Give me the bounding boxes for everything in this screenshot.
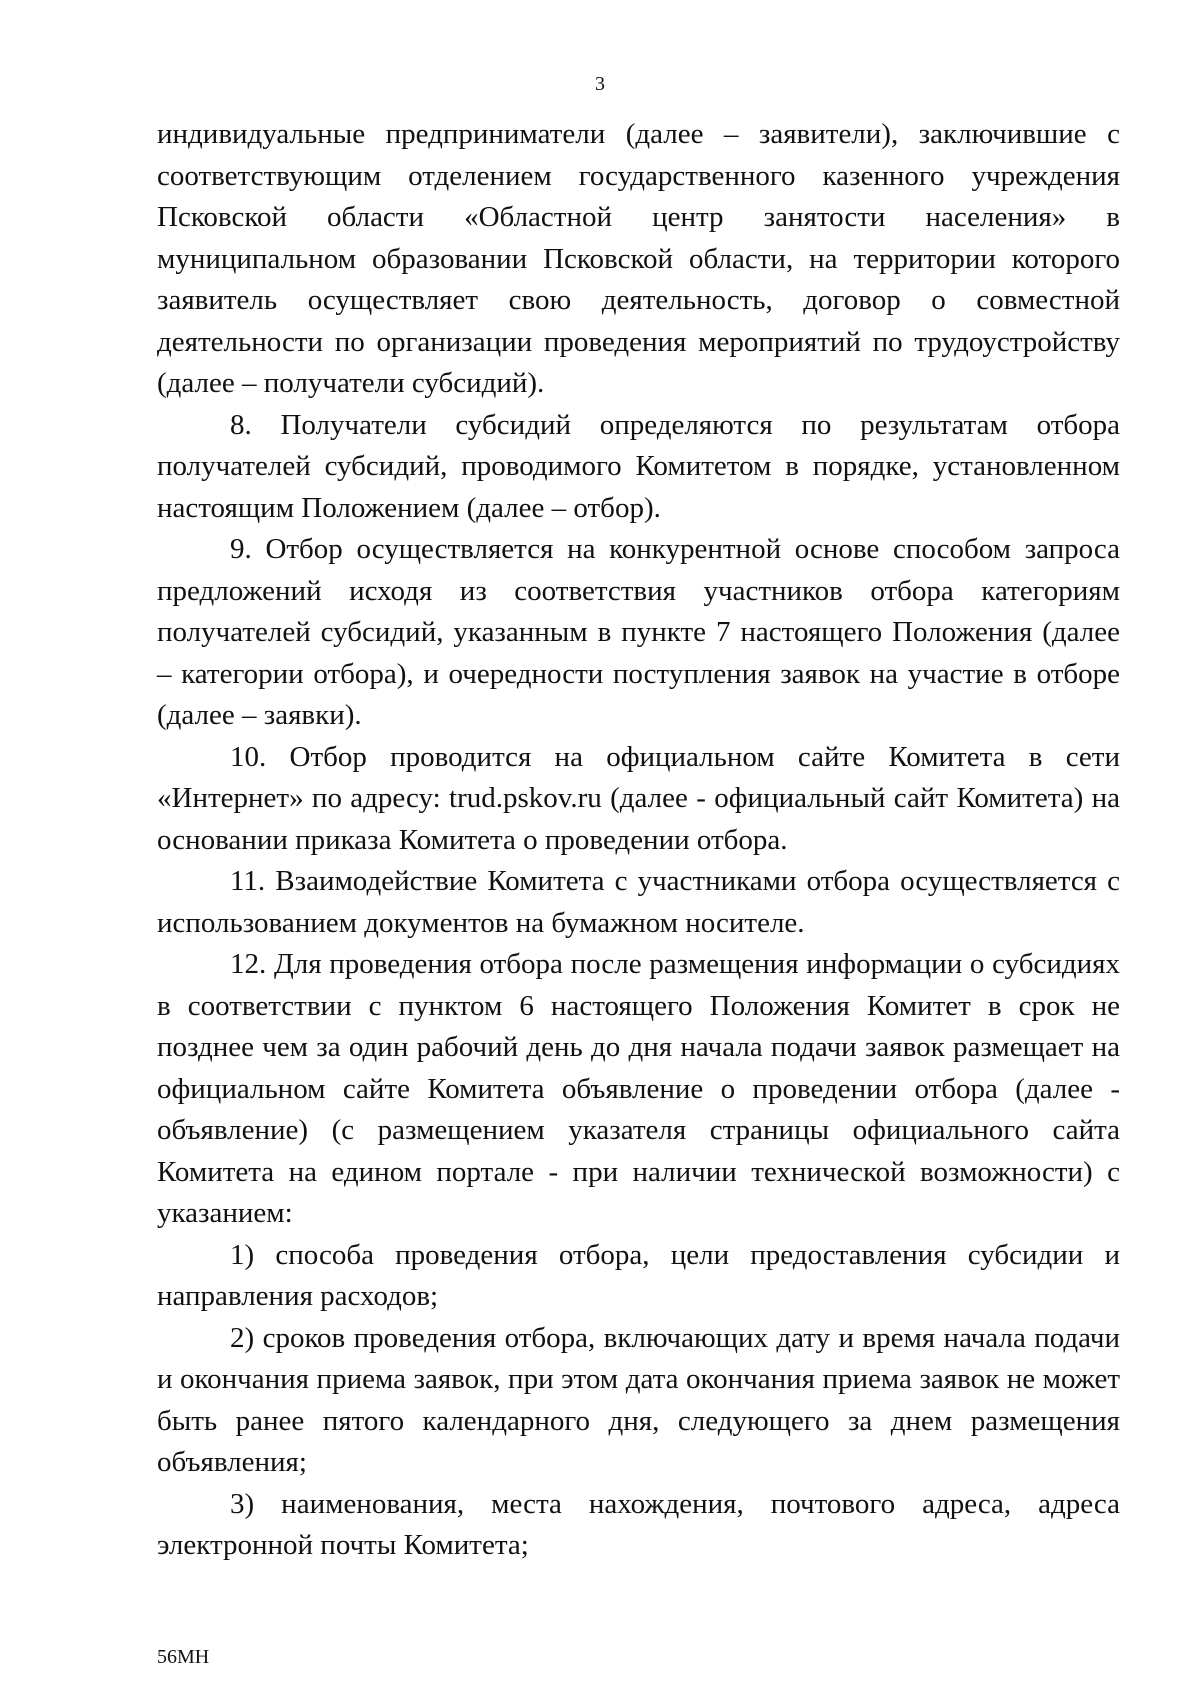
subitem-2: 2) сроков проведения отбора, включающих дату и время начала подачи и окончания приема заявок, при этом дата окончания приема заявок не может быть ранее пятого календарного дня, следующего за днем размещения объявления; [157,1321,1120,1478]
document-code: 56МН [157,1646,210,1668]
document-body [157,114,1120,1567]
paragraph-item-10: 10. Отбор проводится на официальном сайте Комитета в сети «Интернет» по адресу: trud.pskov.ru (далее - официальный сайт Комитета) на основании приказа Комитета о проведении отбора. [157,740,1120,856]
paragraph-item-8: 8. Получатели субсидий определяются по результатам отбора получателей субсидий, проводимого Комитетом в порядке, установленном настоящим Положением (далее – отбор). [157,408,1120,524]
page-number: 3 [595,73,605,95]
paragraph-item-9: 9. Отбор осуществляется на конкурентной основе способом запроса предложений исходя из соответствия участников отбора категориям получателей субсидий, указанным в пункте 7 настоящего Положения (далее – категории отбора), и очередности поступления заявок на участие в отборе (далее – заявки). [157,533,1120,731]
paragraph-continuation: индивидуальные предприниматели (далее – заявители), заключившие с соответствующим отделением государственного казенного учреждения Псковской области «Областной центр занятости населения» в муниципальном образовании Псковской области, на территории которого заявитель осуществляет свою деятельность, договор о совместной деятельности по организации проведения мероприятий по трудоустройству (далее – получатели субсидий). [157,118,1120,399]
subitem-1: 1) способа проведения отбора, цели предоставления субсидии и направления расходов; [157,1238,1120,1312]
subitem-3: 3) наименования, места нахождения, почтового адреса, адреса электронной почты Комитета; [157,1487,1120,1561]
paragraph-item-11: 11. Взаимодействие Комитета с участниками отбора осуществляется с использованием документов на бумажном носителе. [157,865,1120,939]
paragraph-item-12: 12. Для проведения отбора после размещения информации о субсидиях в соответствии с пунктом 6 настоящего Положения Комитет в срок не позднее чем за один рабочий день до дня начала подачи заявок размещает на официальном сайте Комитета объявление о проведении отбора (далее - объявление) (с размещением указателя страницы официального сайта Комитета на едином портале - при наличии технической возможности) с указанием: [157,948,1120,1229]
